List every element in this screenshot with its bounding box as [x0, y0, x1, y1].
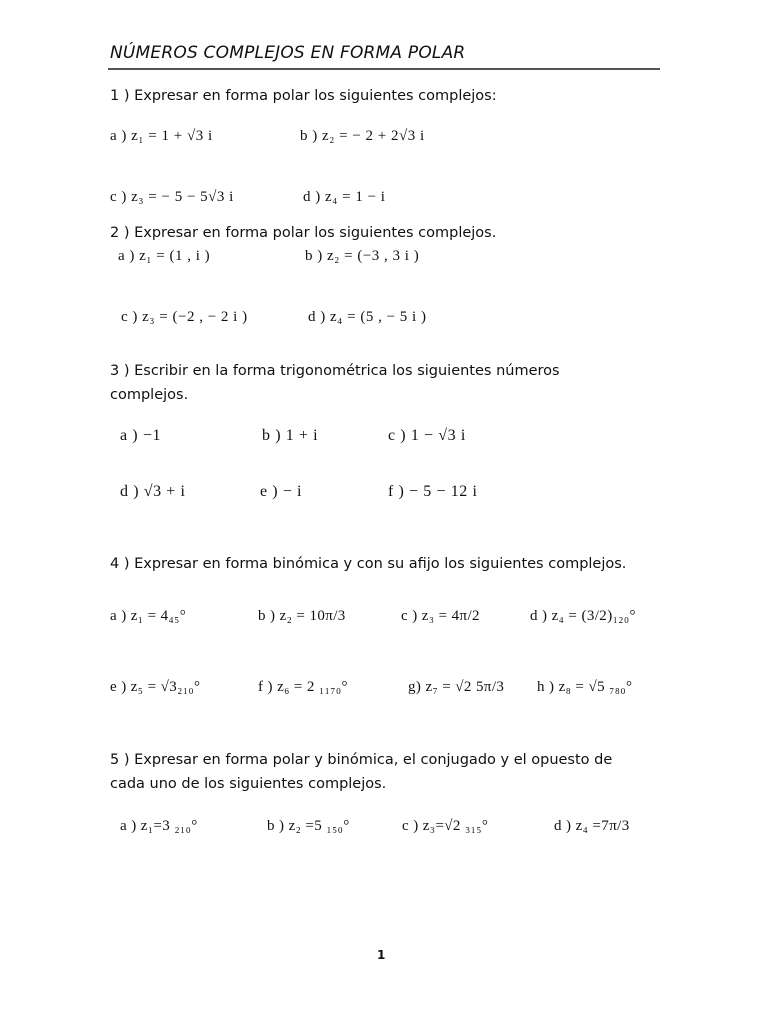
page-header: NÚMEROS COMPLEJOS EN FORMA POLAR: [110, 43, 466, 63]
q1-item-b: b ) z₂ = − 2 + 2√3 i: [300, 128, 425, 144]
q2-item-a: a ) z₁ = (1 , i ): [118, 248, 211, 264]
q4-item-d: d ) z₄ = (3/2)₁₂₀°: [530, 608, 636, 624]
q4-item-f: f ) z₆ = 2 ₁₁₇₀°: [258, 679, 348, 695]
question-2-heading: 2 ) Expresar en forma polar los siguientes complejos.: [110, 225, 497, 241]
q3-item-d: d ) √3 + i: [120, 483, 186, 500]
q5-item-d: d ) z₄ =7π/3: [554, 818, 630, 834]
q2-item-d: d ) z₄ = (5 , − 5 i ): [308, 309, 427, 325]
q4-item-c: c ) z₃ = 4π/2: [401, 608, 480, 624]
q5-item-b: b ) z₂ =5 ₁₅₀°: [267, 818, 350, 834]
q2-item-b: b ) z₂ = (−3 , 3 i ): [305, 248, 420, 264]
question-3-heading-line1: 3 ) Escribir en la forma trigonométrica los siguientes números: [110, 363, 560, 379]
question-4-heading: 4 ) Expresar en forma binómica y con su afijo los siguientes complejos.: [110, 556, 627, 572]
question-5-heading-line1: 5 ) Expresar en forma polar y binómica, el conjugado y el opuesto de: [110, 752, 613, 768]
q5-item-a: a ) z₁=3 ₂₁₀°: [120, 818, 198, 834]
q3-item-b: b ) 1 + i: [262, 427, 319, 444]
q1-item-c: c ) z₃ = − 5 − 5√3 i: [110, 189, 234, 205]
q3-item-e: e ) − i: [260, 483, 303, 500]
q3-item-f: f ) − 5 − 12 i: [388, 483, 478, 500]
question-5-heading-line2: cada uno de los siguientes complejos.: [110, 776, 387, 792]
q4-item-h: h ) z₈ = √5 ₇₈₀°: [537, 679, 633, 695]
question-1-heading: 1 ) Expresar en forma polar los siguientes complejos:: [110, 88, 497, 104]
q4-item-e: e ) z₅ = √3₂₁₀°: [110, 679, 201, 695]
q1-item-a: a ) z₁ = 1 + √3 i: [110, 128, 213, 144]
page-number: 1: [377, 948, 386, 962]
q4-item-g: g) z₇ = √2 5π/3: [408, 679, 505, 695]
header-rule: [108, 68, 660, 70]
q3-item-c: c ) 1 − √3 i: [388, 427, 466, 444]
q4-item-a: a ) z₁ = 4₄₅°: [110, 608, 187, 624]
q1-item-d: d ) z₄ = 1 − i: [303, 189, 386, 205]
q2-item-c: c ) z₃ = (−2 , − 2 i ): [121, 309, 248, 325]
q5-item-c: c ) z₃=√2 ₃₁₅°: [402, 818, 489, 834]
q4-item-b: b ) z₂ = 10π/3: [258, 608, 346, 624]
question-3-heading-line2: complejos.: [110, 387, 189, 403]
q3-item-a: a ) −1: [120, 427, 162, 444]
